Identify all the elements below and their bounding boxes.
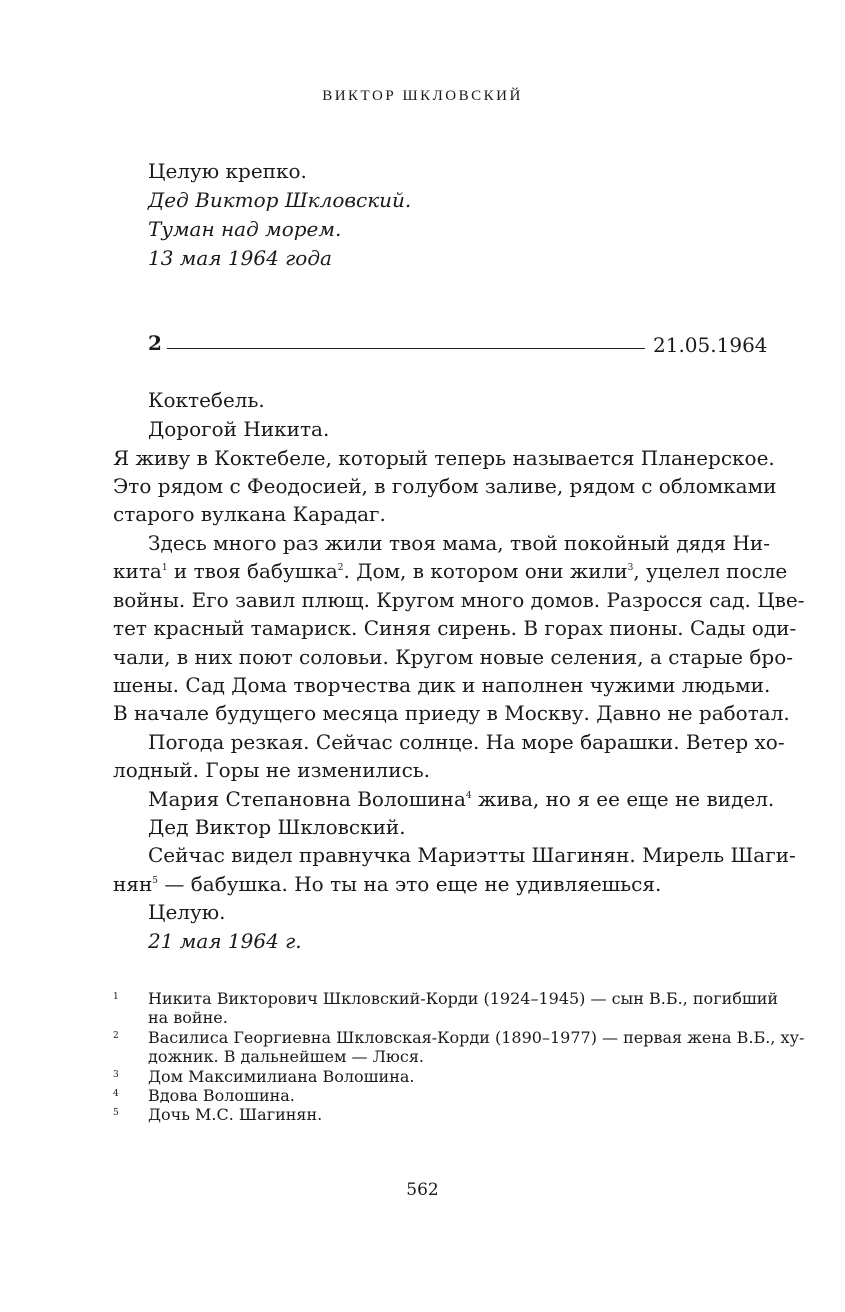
footnote-ref-1: 1 (161, 563, 168, 573)
p2-line-7: В начале будущего месяца приеду в Москву. Давно не работал. (113, 701, 790, 725)
p5-line-1: Сейчас видел правнучка Мариэтты Шагинян. Мирель Шаги- (148, 843, 796, 867)
letter2-place: Коктебель. (148, 388, 265, 412)
footnote-ref-5: 5 (152, 876, 159, 886)
p1-line-3: старого вулкана Карадаг. (113, 502, 386, 526)
footnote-1-line-2: на войне. (148, 1008, 228, 1027)
p2-line-2: кита$^1$ и твоя бабушка$^2$. Дом, в котором они жили$^3$, уцелел после (113, 559, 788, 583)
p2-line-4: тет красный тамариск. Синяя сирень. В горах пионы. Сады оди- (113, 616, 797, 640)
letter-date-label: 21.05.1964 (653, 333, 768, 357)
footnote-number-4: 4 (113, 1089, 119, 1099)
footnote-number-3: 3 (113, 1070, 119, 1080)
p4-line-1: Мария Степановна Волошина$^4$ жива, но я ее еще не видел. (148, 787, 775, 811)
running-header: ВИКТОР ШКЛОВСКИЙ (322, 88, 523, 104)
letter2-greeting: Дорогой Никита. (148, 417, 330, 441)
footnote-4-line-1: Вдова Волошина. (148, 1086, 295, 1105)
letter1-date: 13 мая 1964 года (148, 246, 332, 270)
p2-line-6: шены. Сад Дома творчества дик и наполнен чужими людьми. (113, 673, 771, 697)
footnote-1-line-1: Никита Викторович Шкловский-Корди (1924–1945) — сын В.Б., погибший (148, 989, 779, 1008)
letter1-place: Туман над морем. (148, 217, 342, 241)
letter2-signature: Дед Виктор Шкловский. (148, 815, 406, 839)
p1-line-2: Это рядом с Феодосией, в голубом заливе, рядом с обломками (113, 474, 777, 498)
footnote-ref-4: 4 (465, 791, 472, 801)
letter1-closing: Целую крепко. (148, 159, 307, 183)
footnote-2-line-2: дожник. В дальнейшем — Люся. (148, 1047, 424, 1066)
footnote-3-line-1: Дом Максимилиана Волошина. (148, 1067, 415, 1086)
p3-line-2: лодный. Горы не изменились. (113, 758, 431, 782)
p5-line-2: нян$^5$ — бабушка. Но ты на это еще не удивляешься. (113, 872, 662, 896)
footnotes (0, 988, 845, 1128)
p2-line-1: Здесь много раз жили твоя мама, твой покойный дядя Ни- (148, 531, 770, 555)
footnote-ref-2: 2 (337, 563, 344, 573)
p1-line-1: Я живу в Коктебеле, который теперь называется Планерское. (113, 446, 775, 470)
footnote-ref-3: 3 (627, 563, 634, 573)
footnote-number-5: 5 (113, 1108, 119, 1118)
letter2-date: 21 мая 1964 г. (148, 929, 302, 953)
footnote-2-line-1: Василиса Георгиевна Шкловская-Корди (1890–1977) — первая жена В.Б., ху- (148, 1028, 805, 1047)
letter1-signature: Дед Виктор Шкловский. (148, 188, 412, 212)
page-number: 562 (406, 1180, 439, 1200)
p2-line-3: войны. Его завил плющ. Кругом много домов. Разросся сад. Цве- (113, 588, 805, 612)
heading-rule (167, 348, 645, 349)
p3-line-1: Погода резкая. Сейчас солнце. На море барашки. Ветер хо- (148, 730, 785, 754)
p2-line-5: чали, в них поют соловьи. Кругом новые селения, а старые бро- (113, 645, 794, 669)
footnote-number-2: 2 (113, 1031, 119, 1041)
letter-number: 2 (148, 331, 162, 355)
footnote-5-line-1: Дочь М.С. Шагинян. (148, 1105, 323, 1124)
footnote-number-1: 1 (113, 992, 119, 1002)
letter2-closing: Целую. (148, 900, 226, 924)
